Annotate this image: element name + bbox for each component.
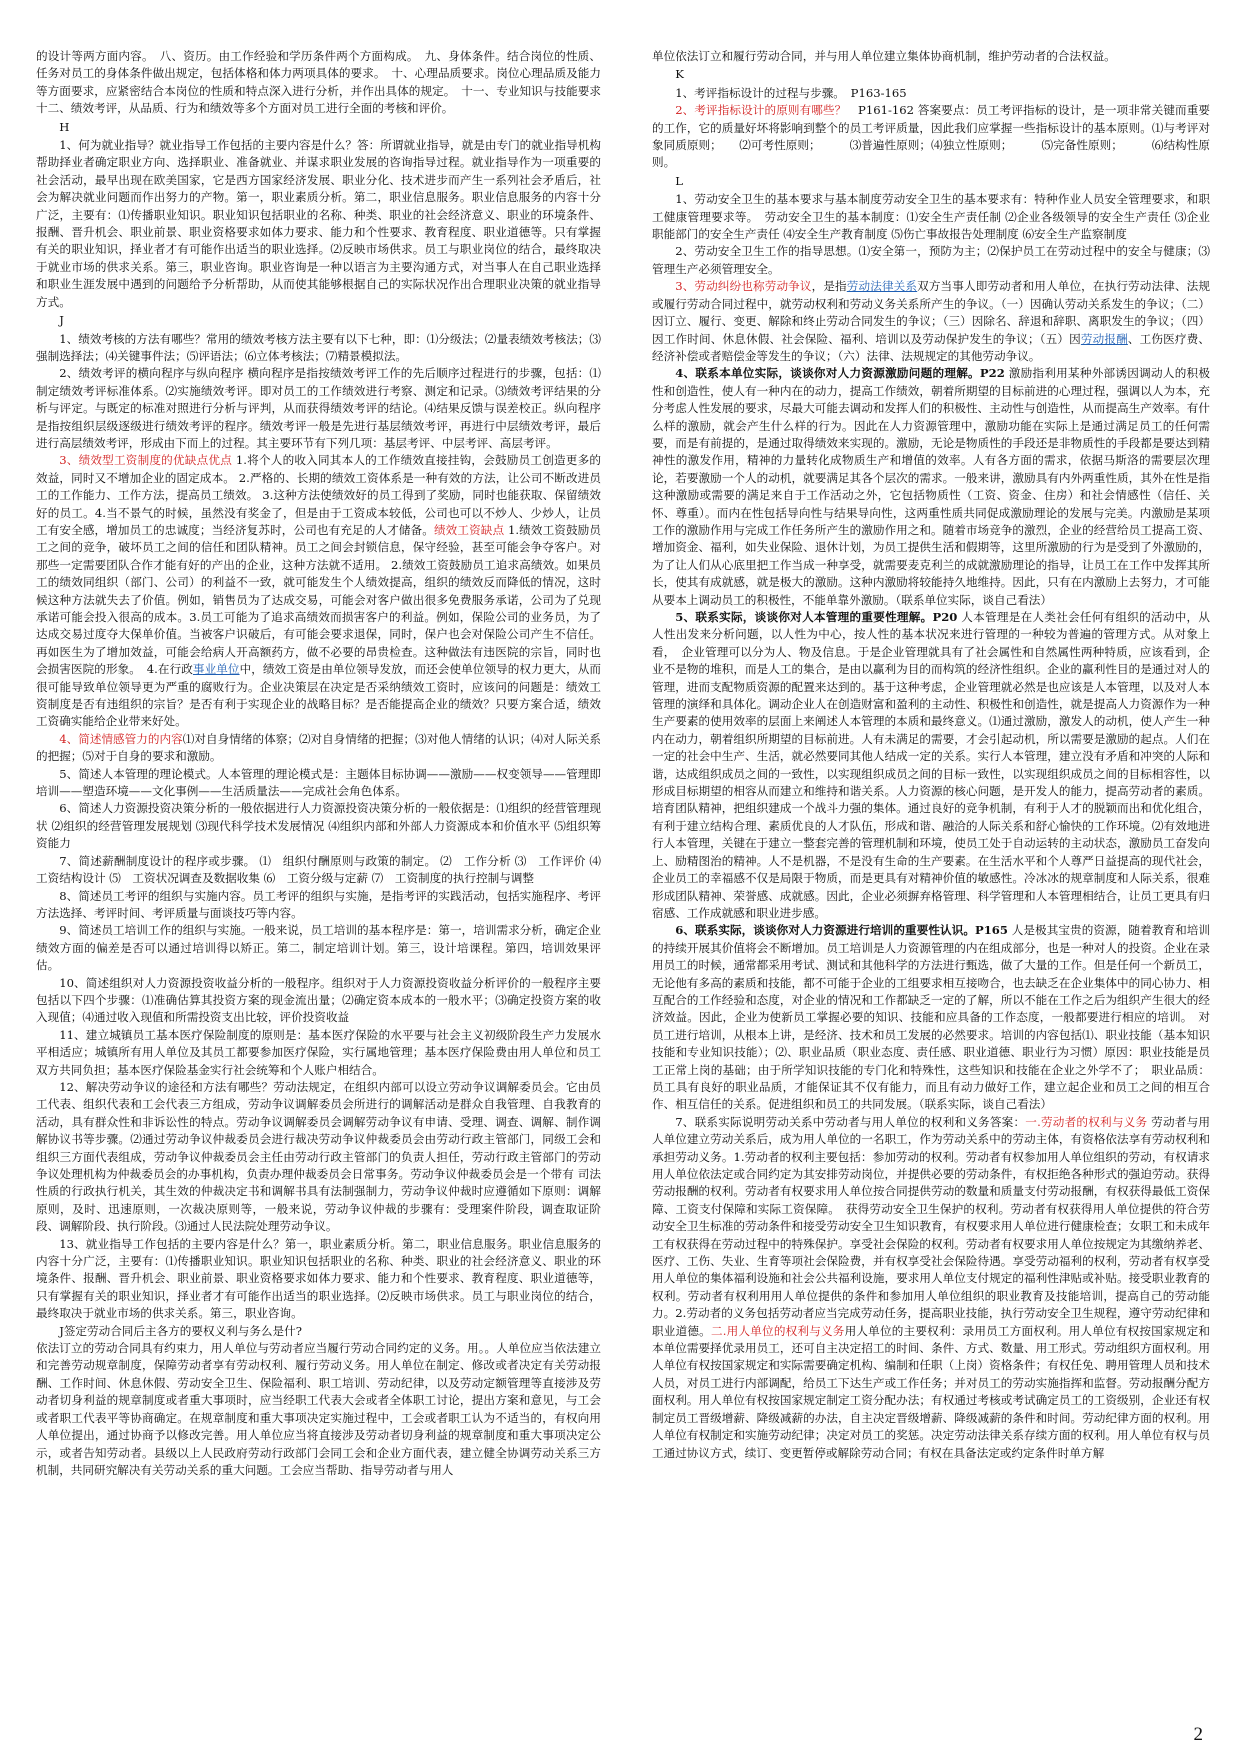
section-letter-k: K [675, 67, 684, 82]
paragraph: 12、解决劳动争议的途径和方法有哪些？劳动法规定，在组织内部可以设立劳动争议调解委员会。它由员工代表、组织代表和工会代表三方组成，劳动争议调解委员会所进行的调解活动是群众自我管理、自我教育的活动，具有群众性和非诉讼性的特点。劳动争议调解委员会调解劳动争议有申请、受理、调查、调解、制作调解协议书等步骤。⑵通过劳动争议仲裁委员会进行裁决劳动争议仲裁委员会由劳动行政主管部门，同级工会和组织三方面代表组成，劳动争议仲裁委员会主任由劳动行政主管部门的负责人担任，劳动行政主管部门的劳动争议处理机构为仲裁委员会的办事机构，负责办理仲裁委员会日常事务。劳动争议仲裁委员会是一个带有 司法性质的行政执行机关，其生效的仲裁决定书和调解书具有法制强制力，劳动争议仲裁时应遵循如下原则：调解原则，及时、迅速原则，一次裁决原则等，一般来说，劳动争议仲裁的步骤有：受理案件阶段，调查取证阶段、调解阶段、执行阶段。⑶通过人民法院处理劳动争议。 [36, 1079, 601, 1234]
section-letter-h: H [59, 119, 70, 134]
section-heading: 二.用人单位的权利与义务 [710, 1323, 845, 1338]
paragraph: J签定劳动合同后主各方的要权义利与务么是什? [59, 1323, 302, 1338]
question-title: 2、考评指标设计的原则有哪些？ [675, 103, 847, 118]
paragraph [652, 365, 1210, 609]
paragraph: 1、绩效考核的方法有哪些？常用的绩效考核方法主要有以下七种，即：⑴分级法；⑵量表绩效考核法；⑶强制选择法；⑷关键事件法；⑸评语法；⑹立体考核法；⑺精景模拟法。 [36, 331, 601, 363]
answer-text: 1.将个人的收入同其本人的工作绩效直接挂钩，会鼓励员工创造更多的效益，同时又不增加企业的固定成本。 2.严格的、长期的绩效工资体系是一种有效的方法，让公司不断改进员工的工作能力、工作方法，提高员工绩效。 3.这种方法使绩效好的员工得到了奖励，同时也能获取、保留绩效好的员工。4.当不景气的时候，虽然没有奖金了，但是由于工资成本较低，公司也可以不炒人、少炒人，让员工有安全感，增加员工的忠诚度；当经济复苏时，公司也有充足的人才储备。 [36, 453, 601, 537]
page-number: 2 [1193, 1724, 1203, 1745]
paragraph: 10、简述组织对人力资源投资收益分析的一般程序。组织对于人力资源投资收益分析评价的一般程序主要包括以下四个步骤：⑴准确估算其投资方案的现金流出量；⑵确定资本成本的一般水平；⑶确定投资方案的收入现值；⑷通过收入现值和所需投资支出比较，评价投资收益 [36, 975, 601, 1025]
question-title: 6、联系实际，谈谈你对人力资源进行培训的重要性认识。P165 [675, 923, 1008, 938]
right-column [652, 48, 1210, 1738]
answer-text: 、工伤医疗费、经济补偿或者赔偿金等发生的争议；（六）法律、法规规定的其他劳动争议。 [652, 331, 1210, 363]
section-heading: 一.劳动者的权利与义务 [1025, 1114, 1148, 1129]
paragraph [652, 1114, 1210, 1462]
paragraph: 2、绩效考评的横向程序与纵向程序 横向程序是指按绩效考评工作的先后顺序过程进行的步骤，包括：⑴制定绩效考评标准体系。⑵实施绩效考评。即对员工的工作绩效进行考察、测定和记录。⑶绩效考评结果的分析与评定。与既定的标准对照进行分析与评判，从而获得绩效考评的结论。⑷结果反馈与误差校正。纵向程序是指按组织层级逐级进行绩效考评的程序。绩效考评一般是先进行基层绩效考评，再进行中层绩效考评，最后进行高层绩效考评，形成由下而上的过程。其主要环节有下列几项：基层考评、中层考评、高层考评。 [36, 366, 601, 450]
paragraph [36, 731, 601, 766]
answer-text: 劳动者与用人单位建立劳动关系后，成为用人单位的一名职工，作为劳动关系中的劳动主体，有资格依法享有劳动权利和承担劳动义务。1.劳动者的权利主要包括：参加劳动的权利。劳动者有权参加用人单位组织的劳动，有权请求用人单位依法定或合同约定为其安排劳动岗位，并提供必要的劳动条件，有权拒绝各种形式的强迫劳动。获得劳动报酬的权利。劳动者有权要求用人单位按合同提供劳动的数量和质量支付劳动报酬，有权获得最低工资保障、工资支付保障和实际工资保障。 获得劳动安全卫生保护的权利。劳动者有权获得用人单位提供的符合劳动安全卫生标准的劳动条件和接受劳动安全卫生知识教育，有权要求用人单位进行健康检查；女职工和未成年工有权获得在劳动过程中的特殊保护。享受社会保险的权利。劳动者有权要求用人单位按规定为其缴纳养老、医疗、工伤、失业、生育等项社会保险费，并有权享受社会保险待遇。享受劳动福利的权利，劳动者有权享受用人单位的集体福利设施和社会公共福利设施，要求用人单位支付规定的福利性津贴或补贴。接受职业教育的权利。劳动者有权利用用人单位提供的条件和参加用人单位组织的职业教育及技能培训，提高自己的劳动能力。2.劳动者的义务包括劳动者应当完成劳动任务，提高职业技能，执行劳动安全卫生规程，遵守劳动纪律和职业道德。 [652, 1114, 1210, 1338]
paragraph: 1、何为就业指导？就业指导工作包括的主要内容是什么？答：所谓就业指导，就是由专门的就业指导机构帮助择业者确定职业方向、选择职业、准备就业、并谋求职业发展的咨询指导过程。就业指导作为一项重要的社会活动，最早出现在欧美国家，它是西方国家经济发展、职业分化、技术进步而产生一系列社会矛盾后，社会为解决就业问题而作出努力的产物。第一，职业素质分析。第二，职业信息服务。职业信息服务的内容十分广泛，主要有：⑴传播职业知识。职业知识包括职业的名称、种类、职业的社会经济意义、职业的环境条件、报酬、晋升机会、职业前景、职业资格要求如体力要求、能力和个性要求、教育程度、职业道德等。只有掌握有关的职业知识，择业者才有可能作出适当的职业选择。⑵反映市场供求。员工与职业岗位的结合，最终取决于就业市场的供求关系。第三，职业咨询。职业咨询是一种以语言为主要沟通方式，对当事人在自己职业选择和职业生涯发展中遇到的问题给予分析帮助，从而使其能够根据自己的实际状况作出合理职业决策的就业指导方式。 [36, 138, 601, 309]
answer-text: P161-162 答案要点：员工考评指标的设计，是一项非常关键而重要的工作，它的质量好坏将影响到整个的员工考评质量，因此我们应掌握一些指标设计的基本原则。⑴与考评对象同质原则； ⑵可考性原则； ⑶普遍性原则；⑷独立性原则； ⑸完备性原则； ⑹结构性原则。 [652, 103, 1210, 170]
answer-text: 用人单位的主要权利：录用员工方面权利。用人单位有权按国家规定和本单位需要择优录用员工，还可自主决定招工的时间、条件、方式、数量、用工形式。劳动组织方面权利。用人单位有权按国家规定和实际需要确定机构、编制和任职（上岗）资格条件；有权任免、聘用管理人员和技术人员，对员工进行内部调配，给员工下达生产或工作任务；并对员工的劳动实施指挥和监督。劳动报酬分配方面权利。用人单位有权按国家规定制定工资分配办法；有权通过考核或考试确定员工的工资级别，企业还有权制定员工晋级增薪、降级减薪的办法，自主决定晋级增薪、降级减薪的条件和时间。劳动纪律方面的权利。用人单位有权制定和实施劳动纪律；决定对员工的奖惩。决定劳动法律关系存续方面的权利。用人单位有权与员工通过协议方式，续订、变更暂停或解除劳动合同；有权在具备法定或约定条件时单方解 [652, 1323, 1210, 1460]
paragraph: 的设计等两方面内容。 八、资历。由工作经验和学历条件两个方面构成。 九、身体条件。结合岗位的性质、任务对员工的身体条件做出规定，包括体格和体力两项具体的要求。 十、心理品质要求。岗位心理品质及能力等方面要求，应紧密结合本岗位的性质和特点深入进行分析，并作出具体的规定。 十一、专业知识与技能要求 十二、绩效考评，从品质、行为和绩效等多个方面对员工进行全面的考核和评价。 [36, 49, 613, 116]
question-subtitle: 绩效工资缺点 [433, 522, 505, 537]
paragraph: 8、简述员工考评的组织与实施内容。员工考评的组织与实施，是指考评的实践活动，包括实施程序、考评方法选择、考评时间、考评质量与面谈技巧等内容。 [36, 888, 601, 920]
hyperlink[interactable]: 事业单位 [192, 662, 240, 677]
paragraph: 依法订立的劳动合同具有约束力，用人单位与劳动者应当履行劳动合同约定的义务。用。。人单位应当依法建立和完善劳动规章制度，保障劳动者享有劳动权利、履行劳动义务。用人单位在制定、修改或者决定有关劳动报酬、工作时间、休息休假、劳动安全卫生、保险福利、职工培训、劳动纪律，以及劳动定额管理等直接涉及劳动者切身利益的规章制度或者重大事项时，应当经职工代表大会或者全体职工讨论，提出方案和意见，与工会或者职工代表平等协商确定。在规章制度和重大事项决定实施过程中，工会或者职工认为不适当的，有权向用人单位提出，通过协商予以修改完善。用人单位应当将直接涉及劳动者切身利益的规章制度和重大事项决定公示，或者告知劳动者。县级以上人民政府劳动行政部门会同工会和企业方面代表，建立健全协调劳动关系三方机制，共同研究解决有关劳动关系的重大问题。工会应当帮助、指导劳动者与用人 [36, 1341, 601, 1477]
paragraph: 5、简述人本管理的理论模式。人本管理的理论模式是：主题体目标协调——激励——权变领导——管理即培训——塑造环境——文化事例——生活质量法——完成社会角色体系。 [36, 766, 601, 799]
question-title: 3、绩效型工资制度的优缺点优点 [59, 453, 232, 468]
answer-text: 人本管理是在人类社会任何有组织的活动中，从人性出发来分析问题，以人性为中心，按人性的基本状况来进行管理的一种较为普遍的管理方式。从对象上看， 企业管理可以分为人、物及信息。于是企业管理就具有了社会属性和自然属性两种特质，应该看到，企业不是物的堆积，而是人工的集合，是由以赢利为目的而构筑的经济性组织。企业的赢利性目的是通过对人的管理，进而支配物质资源的配置来达到的。基于这种考虑，企业管理就必然是也应该是人本管理，以及对人本管理的演绎和具体化。调动企业人在创造财富和盈利的主动性、积极性和创造性，就是提高人力资源作为一种生产要素的使用效率的层面上来阐述人本管理的本质和最终意义。⑴通过激励，激发人的动机，使人产生一种内在动力，朝着组织所期望的目标前进。人有未满足的需要，才会引起动机，所以需要是激励的起点。人们在一定的社会中生产、生活，就必然要同其他人结成一定的关系。实行人本管理，建立没有矛盾和冲突的人际和谐，达成组织成员之间的一致性，以实现组织成员之间的目标一致性，以实现组织成员之间的目标相容性，以形成目标期望的相容从而建立和维持和谐关系。人力资源的核心问题，是开发人的能力，提高劳动者的素质。培育团队精神，把组织建成一个战斗力强的集体。通过良好的竞争机制，有利于人才的脱颖而出和优化组合，有利于建立结构合理、素质优良的人才队伍，形成和谐、融洽的人际关系和舒心愉快的工作环境。⑵有效地进行人本管理，关键在于建立一整套完善的管理机制和环境，使员工处于自动运转的主动状态，激励员工奋发向上、励精图治的精神。人不是机器，不是没有生命的生产要素。在生活水平和个人尊严日益提高的现代社会，企业员工的幸福感不仅是局限于物质，而是更具有对精神价值的敏感性。冷冰冰的规章制度和人际关系，很难形成团队精神、荣誉感、成就感。因此，企业必须摒弃格管理、科学管理和人本管理相结合，让员工更具有归宿感、工作成就感和职业进步感。 [652, 610, 1211, 920]
paragraph: 2、劳动安全卫生工作的指导思想。⑴安全第一，预防为主；⑵保护员工在劳动过程中的安全与健康；⑶管理生产必须管理安全。 [652, 244, 1210, 276]
answer-text: 中，绩效工资是由单位领导发放，而还会使单位领导的权力更大，从而很可能导致单位领导更为严重的腐败行为。企业决策层在决定是否采纳绩效工资时，应该问的问题是：绩效工资制度是否有违组织的宗旨？是否有利于实现企业的战略目标？是否能提高企业的绩效？只要方案合适，绩效工资确实能给企业带来好处。 [36, 662, 601, 729]
paragraph [36, 452, 601, 731]
answer-text: 双方当事人即劳动者和用人单位，在执行劳动法律、法规或履行劳动合同过程中，就劳动权利和劳动义务关系所产生的争议。（一）因确认劳动关系发生的争议；（二）因订立、履行、变更、解除和终止劳动合同发生的争议；（三）因除名、辞退和辞职、离职发生的争议；（四）因工作时间、休息休假、社会保险、福利、培训以及劳动保护发生的争议；（五）因 [652, 279, 1210, 346]
paragraph: 6、简述人力资源投资决策分析的一般依据进行人力资源投资决策分析的一般依据是：⑴组织的经营管理现状 ⑵组织的经营管理发展规划 ⑶现代科学技术发展情况 ⑷组织内部和外部人力资源成本和价值水平 ⑸组织筹资能力 [36, 801, 601, 851]
question-title: 4、联系本单位实际，谈谈你对人力资源激励问题的理解。P22 [675, 366, 1005, 381]
section-letter-j: J [59, 313, 64, 328]
paragraph: 1、考评指标设计的过程与步骤。 P163-165 [675, 85, 907, 100]
question-title: 5、联系实际，谈谈你对人本管理的重要性理解。P20 [675, 610, 958, 624]
paragraph: 单位依法订立和履行劳动合同，并与用人单位建立集体协商机制，维护劳动者的合法权益。 [652, 49, 1116, 63]
paragraph: 1、劳动安全卫生的基本要求与基本制度劳动安全卫生的基本要求有：特种作业人员安全管理要求，和职工健康管理要求等。 劳动安全卫生的基本制度：⑴安全生产责任制 ⑵企业各级领导的安全生产责任 ⑶企业职能部门的安全生产责任 ⑷安全生产教育制度 ⑸伤亡事故报告处理制度 ⑹安全生产监察制度 [652, 192, 1210, 242]
question-title: 3、劳动纠纷也称劳动争议 [675, 279, 812, 294]
answer-text: 激励指利用某种外部诱因调动人的积极性和创造性，使人有一种内在的动力，提高工作绩效，朝着所期望的目标前进的心理过程，强调以人为本，充分考虑人性发展的要求，尽最大可能去调动和发挥人们的积极性、主动性与创造性，从而提高生产效率。有什么样的激励，就会产生什么样的行为。因此在人力资源管理中，激励功能在实际上是通过满足员工的任何需要，而是有前提的，是通过取得绩效来实现的。激励，无论是物质性的手段还是非物质性的手段都是要达到精神性的激发作用，精神的力量转化成物质生产和增值的效率。人有各方面的需求，依据马斯洛的需要层次理论，若要激励一个人的动机，就要满足其各个层次的需求。一般来讲，激励具有内外两重性质，其外在性是指这种激励或需要的满足来自于工作活动之外，它包括物质性（工资、资金、住房）和社会情感性（信任、关怀、尊重）。而内在性包括导向性与结果导向性，这两重性质共同促成激励理论的发展与完美。内激励是某项工作的激励作用与完成工作任务所产生的激励作用之和。随着市场竞争的激烈，企业的经营给员工提高工资、增加资金、福利，如失业保险、退休计划，为员工提供生活和假期等，这里所激励的行为是受到了外激励的，为了让人们从心底里把工作当成一种享受，就需要麦克利兰的成就激励理论的指导，让员工在工作中发挥其所长，使其有成就感，就是极大的激励。这种内激励将较能持久地维持。因此，只有在内激励上去努力，才可能从要本上调动员工的积极性，不能单靠外激励。（联系单位实际，谈自己看法） [652, 366, 1211, 607]
paragraph: 11、建立城镇员工基本医疗保险制度的原则是：基本医疗保险的水平要与社会主义初级阶段生产力发展水平相适应；城镇所有用人单位及其员工都要参加医疗保险，实行属地管理；基本医疗保险费由用人单位和员工双方共同负担；基本医疗保险基金实行社会统筹和个人账户相结合。 [36, 1027, 601, 1077]
question-title: 4、简述情感管力的内容 [59, 731, 183, 746]
paragraph: 13、就业指导工作包括的主要内容是什么？第一，职业素质分析。第二，职业信息服务。职业信息服务的内容十分广泛，主要有：⑴传播职业知识。职业知识包括职业的名称、种类、职业的社会经济意义、职业的环境条件、报酬、晋升机会、职业前景、职业资格要求如体力要求、能力和个性要求、教育程度、职业道德等，只有掌握有关的职业知识，择业者才有可能作出适当的职业选择。⑵反映市场供求。员工与职业岗位的结合，最终取决于就业市场的供求关系。第三，职业咨询。 [36, 1236, 601, 1321]
left-column [36, 48, 613, 1738]
paragraph [652, 102, 1210, 172]
answer-text: 1.绩效工资鼓励员工之间的竞争，破坏员工之间的信任和团队精神。员工之间会封锁信息，保守经验，甚至可能会争夺客户。对那些一定需要团队合作才能有好的产出的企业，这种方法就不适用。 2.绩效工资鼓励员工追求高绩效。如果员工的绩效同组织（部门、公司）的利益不一致，就可能发生个人绩效提高，组织的绩效反而降低的情况，这时候这种方法就失去了价值。例如，销售员为了达成交易，可能会对客户做出很多免费服务承诺，公司为了兑现承诺可能会投入很高的成本。3.员工可能为了追求高绩效而损害客户的利益。例如，保险公司的业务员，为了达成交易过度夺大保单价值。当被客户识破后，有可能会要求退保，同时，保户也会对保险公司产生不信任。再如医生为了增加效益，可能会给病人开高额药方，做不必要的昂贵检查。这种做法有违医院的宗旨，同时也会损害医院的形象。 4.在行政 [36, 522, 601, 677]
section-letter-l: L [675, 173, 683, 188]
paragraph: 9、简述员工培训工作的组织与实施。一般来说，员工培训的基本程序是：第一，培训需求分析，确定企业绩效方面的偏差是否可以通过培训得以矫正。第二，制定培训计划。第三，设计培课程。第四，培训效果评估。 [36, 923, 601, 973]
hyperlink[interactable]: 劳动法律关系 [846, 279, 918, 294]
answer-text: 人是极其宝贵的资源，随着教育和培训的持续开展其价值将会不断增加。员工培训是人力资源管理的内在组成部分，也是一种对人的投资。企业在录用员工的时候，通常都采用考试、测试和其他科学的方法进行甄选，做了大量的工作。但是任何一个新员工，无论他有多高的素质和技能，都不可能于企业的工组要求相互接吻合，也去缺乏在企业集体中的同心协力、相互配合的工作经验和态度，对企业的情况和工作都缺乏一定的了解，所以不能在工作之后为组织产生很大的经济效益。因此，企业为使新员工掌握必要的知识、技能和应具备的工作态度，一般都要进行相应的培训。 对员工进行培训，从根本上讲，是经济、技术和员工发展的必然要求。培训的内容包括⑴、职业技能（基本知识技能和专业知识技能）；⑵、职业品质（职业态度、责任感、职业道德、职业行为习惯）原因：职业技能是员工正常上岗的基础；由于所学知识技能的专门化和特殊性，这些知识和技能在企业之外学不了； 职业品质：员工具有良好的职业品质，才能保证其不仅有能力，而且有动力做好工作，建立起企业和员工之间的相互合作、相互信任的关系。促进组织和员工的共同发展。（联系实际，谈自己看法） [652, 923, 1210, 1112]
answer-text: ，是指 [811, 279, 847, 294]
paragraph: 7、简述薪酬制度设计的程序或步骤。 ⑴ 组织付酬原则与政策的制定。 ⑵ 工作分析 ⑶ 工作评价 ⑷ 工资结构设计 ⑸ 工资状况调查及数据收集 ⑹ 工资分级与定薪 ⑺ 工资制度的执行控制与调整 [36, 853, 613, 886]
hyperlink[interactable]: 劳动报酬 [1080, 331, 1128, 346]
question-title: 7、联系实际说明劳动关系中劳动者与用人单位的权利和义务答案： [675, 1114, 1026, 1129]
paragraph [652, 922, 1210, 1113]
paragraph [652, 609, 1210, 922]
answer-text: ⑴对自身情绪的体察；⑵对自身情绪的把握；⑶对他人情绪的认识；⑷对人际关系的把握；⑸对于自身的要求和激励。 [36, 731, 601, 764]
paragraph [652, 278, 1210, 365]
